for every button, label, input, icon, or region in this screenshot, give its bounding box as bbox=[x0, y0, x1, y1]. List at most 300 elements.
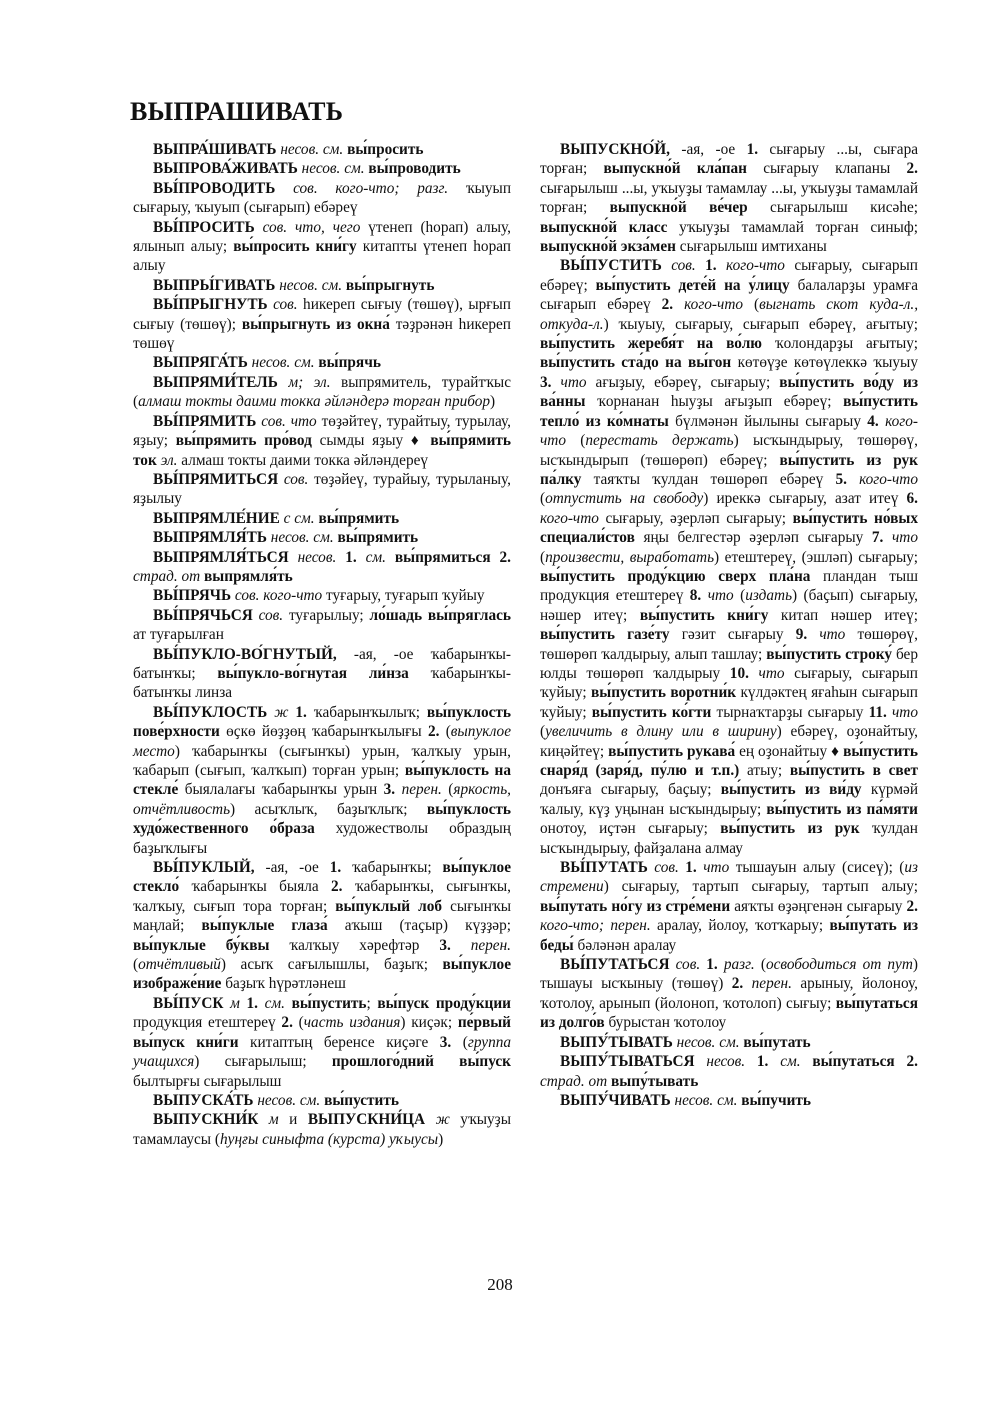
translation-text: ағыҙыу, ебәреү, сығарыу; bbox=[586, 373, 780, 391]
translation-text: ) ҡабарынҡы (сығынҡы) урын, ҡалҡыу урын, ҡабарып (сығып, ҡалҡып) торған урын; bbox=[133, 742, 511, 779]
headword-or-example: вы́пуклое изображе́ние bbox=[133, 956, 511, 993]
headword-or-example: ВЫПРЯМИ́ТЕЛЬ bbox=[153, 373, 278, 391]
headword-or-example: ВЫ́ПУКЛО-ВО́ГНУТЫЙ, bbox=[153, 645, 337, 663]
headword-or-example: вы́пустить газе́ту bbox=[540, 626, 670, 644]
headword-or-example: ВЫПУСКНО́Й, bbox=[560, 141, 671, 158]
translation-text: -ая, -ое ҡабарынҡы-батынҡы; bbox=[133, 645, 511, 682]
headword-or-example: ВЫПРЯМЛЯ́ТЬСЯ bbox=[153, 548, 289, 566]
grammatical-label: сов. кого-что bbox=[231, 587, 323, 605]
dictionary-entry bbox=[133, 703, 511, 858]
grammatical-label: перен. bbox=[743, 975, 792, 993]
translation-text: атыу; bbox=[739, 762, 790, 779]
grammatical-label: несов. bbox=[288, 548, 346, 566]
headword-or-example: вы́пуклые бу́квы bbox=[133, 936, 270, 954]
grammatical-label: несов. bbox=[694, 1053, 757, 1071]
headword-or-example: 6. bbox=[906, 490, 918, 508]
headword-or-example: 11. bbox=[868, 703, 887, 721]
headword-or-example: 9. bbox=[795, 626, 808, 644]
translation-text: тәҙрәнән һикереп төшөү bbox=[133, 315, 511, 353]
grammatical-label: что bbox=[701, 587, 734, 605]
translation-text: ) киҫәк; bbox=[400, 1014, 458, 1032]
headword-or-example: ВЫ́ПРОСИТЬ bbox=[153, 218, 255, 236]
translation-text: ( bbox=[743, 296, 760, 314]
grammatical-label: увеличить в длину или в ширину bbox=[545, 723, 777, 741]
translation-text: ( bbox=[540, 490, 546, 508]
headword-or-example: вы́пустить из рук bbox=[720, 820, 860, 838]
headword-or-example: вы́пустить тепло́ из ко́мнаты bbox=[540, 393, 918, 430]
headword-or-example: выпрямля́ть bbox=[204, 567, 293, 585]
grammatical-label: что bbox=[807, 626, 846, 644]
headword-or-example: вы́пустить жеребя́т на во́лю bbox=[540, 335, 762, 353]
dictionary-entry bbox=[540, 140, 918, 256]
translation-text: сығарыу, сығарып ҡуйыу; bbox=[540, 664, 918, 702]
translation-text: ( bbox=[754, 956, 766, 974]
dictionary-entry bbox=[133, 353, 511, 372]
translation-text: ат туғарылған bbox=[133, 626, 224, 644]
headword-or-example: 2. bbox=[731, 975, 744, 993]
grammatical-label: несов. см. bbox=[276, 141, 348, 158]
translation-text: бәләнән аралау bbox=[573, 936, 677, 954]
headword-or-example: вы́пуклое стекло́ bbox=[133, 859, 511, 896]
dictionary-entry bbox=[540, 1052, 918, 1091]
translation-text: күлдәктең яғаһын сығарып ҡуйыу; bbox=[540, 684, 918, 721]
headword-or-example: ВЫ́ПРЯЧЬСЯ bbox=[153, 606, 253, 624]
dictionary-entry bbox=[133, 994, 511, 1091]
headword-or-example: ВЫПУ́ТЫВАТЬСЯ bbox=[560, 1053, 695, 1071]
translation-text: пландан тыш продукция етештереү bbox=[540, 567, 918, 605]
headword-or-example: выпу́тывать bbox=[611, 1072, 699, 1090]
translation-text: ; bbox=[366, 994, 378, 1012]
headword-or-example: ло́шадь вы́пряглась bbox=[369, 606, 511, 624]
translation-text: сығарыу клапаны bbox=[746, 160, 907, 178]
translation-text: ( bbox=[292, 1014, 304, 1032]
translation-text: -ая, -ое bbox=[254, 859, 330, 877]
dictionary-entry bbox=[133, 140, 511, 159]
right-column bbox=[540, 140, 918, 1110]
running-head: ВЫПРАШИВАТЬ bbox=[130, 97, 344, 126]
headword-or-example: вы́прямить bbox=[337, 529, 419, 547]
grammatical-label: из стремени bbox=[540, 859, 918, 896]
grammatical-label: что bbox=[883, 529, 918, 547]
headword-or-example: 10. bbox=[729, 664, 749, 682]
headword-or-example: ВЫПУ́ЧИВАТЬ bbox=[560, 1091, 671, 1109]
translation-text: ( bbox=[441, 781, 454, 799]
dictionary-entry bbox=[133, 645, 511, 703]
headword-or-example: вы́пукло-во́гнутая ли́нза bbox=[217, 664, 409, 682]
dictionary-entry bbox=[133, 470, 511, 509]
headword-or-example: 5. bbox=[835, 470, 847, 488]
dictionary-entry bbox=[133, 1091, 511, 1110]
headword-or-example: 1. bbox=[756, 1053, 769, 1071]
grammatical-label: что bbox=[551, 373, 587, 391]
translation-text: бурыстан ҡотолоу bbox=[604, 1014, 727, 1032]
grammatical-label: группа учащихся bbox=[133, 1033, 512, 1071]
page-number: 208 bbox=[487, 1275, 513, 1294]
translation-text: донъяға сығарыу, баҫыу; bbox=[540, 781, 721, 799]
headword-or-example: ВЫПУСКНИ́ЦА bbox=[307, 1111, 426, 1129]
grammatical-label: что bbox=[886, 703, 918, 721]
headword-or-example: 1. bbox=[295, 703, 307, 721]
translation-text: ) ысҡындырыу, төшөрөү, ысҡындырып (төшөрөп) ебәреү; bbox=[540, 432, 919, 469]
headword-or-example: ВЫ́ПУСК bbox=[153, 994, 224, 1012]
translation-text: тышауын алыу (сисеү); ( bbox=[729, 859, 905, 877]
headword-or-example: ВЫПРЫ́ГИВАТЬ bbox=[153, 276, 276, 294]
grammatical-label: несов. см. bbox=[253, 1091, 325, 1109]
translation-text: ) bbox=[438, 1130, 444, 1148]
grammatical-label: сов. bbox=[669, 956, 707, 974]
translation-text: аралау, йолоу, ҡотҡарыу; bbox=[650, 917, 830, 935]
grammatical-label: кого-что bbox=[540, 509, 599, 527]
grammatical-label: см. bbox=[768, 1053, 813, 1071]
dictionary-entry bbox=[133, 858, 511, 994]
headword-or-example: 2. bbox=[906, 1053, 918, 1071]
headword-or-example: ВЫПРЯМЛЯ́ТЬ bbox=[153, 529, 267, 547]
translation-text: ) асыҡлыҡ, баҙыҡлыҡ; bbox=[230, 800, 427, 818]
grammatical-label: несов. см. bbox=[266, 529, 338, 547]
grammatical-label: м bbox=[223, 994, 247, 1012]
translation-text: төҙәйтеү, турайтыу, турылау, яҙыу; bbox=[133, 412, 512, 450]
dictionary-entry bbox=[133, 606, 511, 645]
translation-text: ҡалҡыу хәрефтәр bbox=[269, 936, 440, 954]
grammatical-label: перестать держать bbox=[585, 432, 734, 450]
translation-text: сымды яҙыу ♦ bbox=[311, 432, 431, 450]
grammatical-label: кого-что bbox=[846, 470, 918, 488]
headword-or-example: вы́прыгнуть из окна́ bbox=[241, 315, 390, 333]
headword-or-example: вы́прямить ток bbox=[133, 432, 511, 469]
headword-or-example: ВЫПУСКНИ́К bbox=[153, 1111, 259, 1129]
translation-text: ) bbox=[490, 393, 496, 411]
translation-text: сығарылыш имтиханы bbox=[675, 238, 827, 256]
translation-text: яңы белгестәр әҙерләп сығарыу bbox=[634, 529, 872, 547]
translation-text: ҡабарынҡы-батынҡы линза bbox=[133, 664, 511, 702]
headword-or-example: 3. bbox=[383, 781, 396, 799]
headword-or-example: 1. bbox=[329, 859, 342, 877]
grammatical-label: сов. bbox=[267, 296, 298, 314]
headword-or-example: вы́проводить bbox=[368, 160, 461, 178]
grammatical-label: произвести, выработать bbox=[545, 548, 715, 566]
dictionary-entry bbox=[540, 858, 918, 955]
translation-text: һикереп сығыу (төшөү), ырғып сығыу (төшөү); bbox=[133, 296, 511, 333]
headword-or-example: вы́прямить bbox=[318, 509, 400, 527]
grammatical-label: несов. см. bbox=[672, 1033, 744, 1051]
headword-or-example: 2. bbox=[427, 723, 440, 741]
translation-text: китап нәшер итеү; bbox=[768, 606, 918, 624]
translation-text: арыныу, йолоноу, ҡотолоу, арынып (йолоноп, ҡотолоп) сығыу; bbox=[540, 975, 918, 1012]
headword-or-example: 1. bbox=[246, 994, 258, 1012]
translation-text: ҡабарынҡы, сығынҡы, ҡалҡыу, сығып тора торған; bbox=[133, 878, 511, 915]
grammatical-label: несов. см. bbox=[297, 160, 369, 178]
headword-or-example: 1. bbox=[746, 141, 759, 158]
translation-text: ) сығарыу, тартып сығарыу, тартып алыу; bbox=[603, 878, 918, 896]
headword-or-example: вы́пуклость пове́рхности bbox=[133, 703, 511, 741]
headword-or-example: 4. bbox=[867, 412, 879, 430]
headword-or-example: вы́прямить про́вод bbox=[175, 432, 312, 450]
translation-text: ( bbox=[566, 432, 586, 450]
grammatical-label: алмаш токты даими токка әйләндерә торған прибор bbox=[138, 393, 491, 411]
dictionary-entry bbox=[133, 276, 511, 295]
dictionary-entry bbox=[133, 548, 511, 587]
dictionary-entry bbox=[133, 412, 511, 470]
dictionary-entry bbox=[133, 586, 511, 605]
headword-or-example: ВЫПРОВА́ЖИВАТЬ bbox=[153, 160, 298, 178]
headword-or-example: 7. bbox=[871, 529, 884, 547]
grammatical-label: страд. от bbox=[540, 1072, 612, 1090]
translation-text: туғарыу, туғарып ҡуйыу bbox=[322, 587, 485, 605]
grammatical-label: ж bbox=[267, 703, 296, 721]
translation-text: былтырғы сығарылыш bbox=[133, 1072, 282, 1090]
headword-or-example: ВЫ́ПУСТИТЬ bbox=[560, 257, 662, 275]
headword-or-example: 2. bbox=[906, 897, 919, 915]
dictionary-entry bbox=[133, 509, 511, 528]
translation-text: выпрямитель, турайтҡыс ( bbox=[133, 373, 511, 411]
grammatical-label: м; эл. bbox=[277, 373, 331, 391]
translation-text: үтенеп (һорап) алыу, ялынып алыу; bbox=[133, 218, 511, 256]
translation-text: баҙыҡ һүрәтләнеш bbox=[221, 975, 346, 993]
grammatical-label: һуңғы синыфта (курста) уҡыусы bbox=[220, 1130, 439, 1148]
headword-or-example: ВЫПУ́ТЫВАТЬ bbox=[560, 1033, 673, 1051]
headword-or-example: вы́пустить но́вых специали́стов bbox=[540, 509, 918, 547]
headword-or-example: вы́пуклые глаза́ bbox=[201, 917, 328, 935]
translation-text: өҫкө йөҙҙөң ҡабарынҡылығы bbox=[219, 723, 428, 741]
grammatical-label: часть издания bbox=[303, 1014, 401, 1032]
translation-text: туғарылыу; bbox=[283, 606, 370, 624]
headword-or-example: 8. bbox=[689, 587, 702, 605]
headword-or-example: ВЫ́ПУКЛЫЙ, bbox=[153, 859, 255, 877]
headword-or-example: вы́прямиться bbox=[394, 548, 500, 566]
translation-text: төшөрөү, төшөрөп ҡалдырыу, алып ташлау; bbox=[540, 626, 918, 663]
translation-text: продукция етештереү bbox=[133, 1014, 282, 1032]
headword-or-example: ВЫ́ПРЫГНУТЬ bbox=[153, 296, 268, 314]
headword-or-example: вы́пуклость на стекле́ bbox=[133, 762, 512, 799]
headword-or-example: ВЫ́ПУТАТЬСЯ bbox=[560, 956, 670, 974]
translation-text: сығарыу, әҙерләп сығарыу; bbox=[598, 509, 793, 527]
translation-text: китапты үтенеп һорап алыу bbox=[133, 238, 511, 275]
dictionary-entry bbox=[133, 218, 511, 276]
grammatical-label: сов. bbox=[647, 859, 686, 877]
translation-text: ) асыҡ сағылышлы, баҙыҡ; bbox=[220, 956, 443, 974]
headword-or-example: вы́пустить снаря́д (заря́д, пу́лю и т.п.) bbox=[540, 742, 918, 779]
headword-or-example: выпускно́й ве́чер bbox=[609, 199, 748, 217]
translation-text: ) (баҫып) сығарыу, нәшер итеү; bbox=[540, 587, 918, 624]
dictionary-entry bbox=[540, 1033, 918, 1052]
dictionary-entry bbox=[133, 295, 511, 353]
grammatical-label: страд. от bbox=[133, 567, 205, 585]
dictionary-entry bbox=[133, 373, 511, 412]
headword-or-example: 2. bbox=[331, 878, 343, 896]
translation-text: ( bbox=[451, 1033, 468, 1051]
translation-text: ( bbox=[133, 956, 139, 974]
translation-text: ( bbox=[439, 723, 451, 741]
dictionary-entry bbox=[540, 1091, 918, 1110]
grammatical-label: отчётливый bbox=[138, 956, 221, 974]
headword-or-example: вы́путать bbox=[743, 1033, 811, 1051]
grammatical-label: перен. bbox=[395, 781, 442, 799]
translation-text: ҡулдан ысҡындырыу, файҙалана алмау bbox=[540, 820, 918, 857]
translation-text: балаларҙы урамға сығарып ебәреү bbox=[540, 276, 918, 314]
headword-or-example: вы́путаться из долго́в bbox=[540, 994, 918, 1032]
grammatical-label: что bbox=[696, 859, 730, 877]
translation-text: ҡорнанан һыуҙы ағыҙып ебәреү; bbox=[585, 393, 844, 411]
translation-text: тырнаҡтарҙы сығарыу bbox=[711, 703, 869, 721]
translation-text: уҡыуҙы тамамлай торған синыф; bbox=[667, 218, 918, 236]
dictionary-entry bbox=[540, 955, 918, 1033]
headword-or-example: вы́путаться bbox=[812, 1053, 907, 1071]
headword-or-example: вы́путать из беды́ bbox=[540, 917, 918, 954]
translation-text: ) тышауы ысҡыныу (төшөү) bbox=[540, 956, 918, 993]
headword-or-example: пе́рвый вы́пуск кни́ги bbox=[133, 1014, 511, 1051]
headword-or-example: вы́пустить дете́й на у́лицу bbox=[595, 276, 790, 294]
translation-text: ) ебәреү, оҙонайтыу, киңәйтеү; bbox=[540, 723, 918, 760]
headword-or-example: вы́пустить из па́мяти bbox=[766, 800, 918, 818]
dictionary-entry bbox=[133, 159, 511, 178]
grammatical-label: сов. что, чего bbox=[254, 218, 361, 236]
headword-or-example: вы́пуск проду́кции bbox=[377, 994, 511, 1012]
dictionary-entry bbox=[133, 528, 511, 547]
dictionary-entry bbox=[133, 179, 511, 218]
translation-text: ( bbox=[540, 548, 546, 566]
grammatical-label: издать bbox=[745, 587, 793, 605]
translation-text: ҡабарынҡы; bbox=[341, 859, 443, 877]
translation-text: ) иреккә сығарыу, азат итеү bbox=[703, 490, 907, 508]
grammatical-label: сов. что bbox=[256, 412, 317, 430]
translation-text: и bbox=[278, 1111, 308, 1129]
headword-or-example: ВЫ́ПРОВОДИТЬ bbox=[153, 179, 276, 197]
translation-text: алмаш токты даими токка әйләндереү bbox=[177, 451, 429, 469]
headword-or-example: вы́пустить из рук па́лку bbox=[540, 451, 918, 488]
translation-text: художестволы образдың баҙыҡлығы bbox=[133, 820, 511, 857]
translation-text: көтөүҙе көтөүлеккә ҡыуыу bbox=[731, 354, 918, 372]
translation-text: бүлмәнән йылыны сығарыу bbox=[668, 412, 868, 430]
headword-or-example: вы́путать но́гу из стре́мени bbox=[540, 897, 731, 915]
translation-text: сығарылыш кисәһе; bbox=[747, 199, 919, 217]
headword-or-example: вы́пустить воротни́к bbox=[591, 684, 737, 702]
grammatical-label: сов. bbox=[661, 257, 706, 275]
headword-or-example: прошлого́дний вы́пуск bbox=[331, 1053, 511, 1071]
left-column bbox=[133, 140, 511, 1149]
grammatical-label: перен. bbox=[450, 936, 511, 954]
grammatical-label: ж bbox=[425, 1111, 450, 1129]
translation-text: сығарылыш ...ы, уҡыуҙы тамамлау ...ы, уҡыуҙы тамамлай торған; bbox=[540, 179, 918, 217]
headword-or-example: ВЫ́ПУКЛОСТЬ bbox=[153, 703, 268, 721]
grammatical-label: м bbox=[258, 1111, 279, 1129]
translation-text: ең оҙонайтыу ♦ bbox=[735, 742, 844, 760]
dictionary-entry bbox=[540, 256, 918, 858]
headword-or-example: выпускно́й кла́пан bbox=[603, 160, 747, 178]
headword-or-example: ВЫ́ПУТАТЬ bbox=[560, 859, 648, 877]
headword-or-example: 3. bbox=[540, 373, 552, 391]
translation-text: сығынҡы маңлай; bbox=[133, 897, 511, 935]
translation-text: быялалағы ҡабарынҡы урын bbox=[178, 781, 384, 799]
headword-or-example: 2. bbox=[499, 548, 511, 566]
translation-text: ҡабарынҡылыҡ; bbox=[306, 703, 427, 721]
headword-or-example: вы́пучить bbox=[741, 1091, 811, 1109]
headword-or-example: 2. bbox=[281, 1014, 293, 1032]
headword-or-example: ВЫ́ПРЯМИТЬ bbox=[153, 412, 257, 430]
headword-or-example: ВЫПРЯГА́ТЬ bbox=[153, 354, 248, 372]
translation-text: ( bbox=[733, 587, 746, 605]
translation-text: онотоу, иҫтән сығарыу; bbox=[540, 820, 721, 838]
headword-or-example: вы́пустить строку́ bbox=[766, 645, 892, 663]
grammatical-label: выпуклое место bbox=[133, 723, 511, 760]
translation-text: гәзит сығарыу bbox=[669, 626, 796, 644]
headword-or-example: вы́пустить из ви́ду bbox=[720, 781, 862, 799]
headword-or-example: ВЫПРА́ШИВАТЬ bbox=[153, 141, 277, 158]
translation-text: ҡыуып сығарыу, ҡыуып (сығарып) ебәреү bbox=[133, 179, 512, 217]
grammatical-label: с см. bbox=[279, 509, 319, 527]
grammatical-label: кого-что bbox=[716, 257, 785, 275]
headword-or-example: вы́пустить ко́гти bbox=[591, 703, 712, 721]
grammatical-label: несов. см. bbox=[247, 354, 319, 372]
headword-or-example: ВЫ́ПРЯЧЬ bbox=[153, 587, 232, 605]
grammatical-label: несов. см. bbox=[275, 276, 346, 294]
grammatical-label: что bbox=[748, 664, 785, 682]
grammatical-label: несов. см. bbox=[670, 1091, 742, 1109]
headword-or-example: вы́просить кни́гу bbox=[233, 238, 357, 256]
translation-text: ( bbox=[540, 723, 546, 741]
headword-or-example: ВЫПРЯМЛЕ́НИЕ bbox=[153, 509, 280, 527]
headword-or-example: выпускно́й класс bbox=[540, 218, 668, 236]
headword-or-example: вы́пустить в свет bbox=[789, 762, 918, 779]
translation-text: сығарыу, сығарып ебәреү; bbox=[540, 257, 918, 294]
translation-text: аҡыш (таҫыр) күҙҙәр; bbox=[327, 917, 511, 935]
grammatical-label: кого-что bbox=[673, 296, 744, 314]
headword-or-example: вы́пустить bbox=[291, 994, 367, 1012]
translation-text: бер юлды төшөрөп ҡалдырыу bbox=[540, 645, 918, 682]
grammatical-label: выгнать скот куда-л., откуда-л. bbox=[540, 296, 919, 333]
translation-text: күрмәй ҡалыу, күҙ уңынан ысҡындырыу; bbox=[540, 781, 919, 818]
grammatical-label: сов. кого-что; разг. bbox=[275, 179, 449, 197]
translation-text: ) сығарылыш; bbox=[194, 1053, 332, 1071]
headword-or-example: вы́пуклый лоб bbox=[335, 897, 443, 915]
translation-text: ҡабарынҡы быяла bbox=[179, 878, 331, 896]
grammatical-label: освободиться от пут bbox=[765, 956, 913, 974]
grammatical-label: разг. bbox=[717, 956, 755, 974]
headword-or-example: вы́пустить проду́кцию сверх пла́на bbox=[540, 567, 811, 585]
dictionary-entry bbox=[133, 1110, 511, 1149]
headword-or-example: 3. bbox=[439, 1033, 452, 1051]
grammatical-label: кого-что; перен. bbox=[540, 917, 651, 935]
translation-text: аяҡты өҙәңгенән сығарыу bbox=[730, 897, 907, 915]
headword-or-example: вы́пустить кни́гу bbox=[639, 606, 769, 624]
translation-text: төҙәйеү, турайыу, турыланыу, яҙылыу bbox=[133, 470, 511, 508]
headword-or-example: вы́пустить ста́до на вы́гон bbox=[540, 354, 732, 372]
grammatical-label: кого-что bbox=[540, 412, 918, 450]
headword-or-example: вы́прыгнуть bbox=[345, 276, 435, 294]
headword-or-example: 1. bbox=[706, 956, 718, 974]
grammatical-label: см. bbox=[356, 548, 395, 566]
grammatical-label: см. bbox=[257, 994, 292, 1012]
grammatical-label: эл. bbox=[156, 451, 178, 469]
translation-text: сығарыу ...ы, сығара торған; bbox=[540, 141, 919, 178]
grammatical-label: сов. bbox=[278, 470, 309, 488]
headword-or-example: 2. bbox=[661, 296, 674, 314]
translation-text: ) ҡыуыу, сығарыу, сығарып ебәреү, ағытыу; bbox=[603, 315, 918, 333]
headword-or-example: 2. bbox=[906, 160, 918, 178]
grammatical-label: отпустить на свободу bbox=[545, 490, 704, 508]
translation-text: ) етештереү, (эшләп) сығарыу; bbox=[714, 548, 918, 566]
headword-or-example: 1. bbox=[685, 859, 697, 877]
headword-or-example: вы́пустить bbox=[324, 1091, 399, 1109]
headword-or-example: ВЫ́ПРЯМИТЬСЯ bbox=[153, 470, 279, 488]
headword-or-example: 1. bbox=[705, 257, 717, 275]
headword-or-example: вы́просить bbox=[347, 141, 424, 158]
headword-or-example: выпускно́й экза́мен bbox=[540, 238, 676, 256]
grammatical-label: сов. bbox=[252, 606, 284, 624]
translation-text: уҡыуҙы тамамлаусы ( bbox=[133, 1111, 511, 1148]
headword-or-example: вы́прячь bbox=[318, 354, 381, 372]
headword-or-example: 3. bbox=[439, 936, 451, 954]
translation-text: таяҡты ҡулдан төшөрөп ебәреү bbox=[581, 470, 836, 488]
